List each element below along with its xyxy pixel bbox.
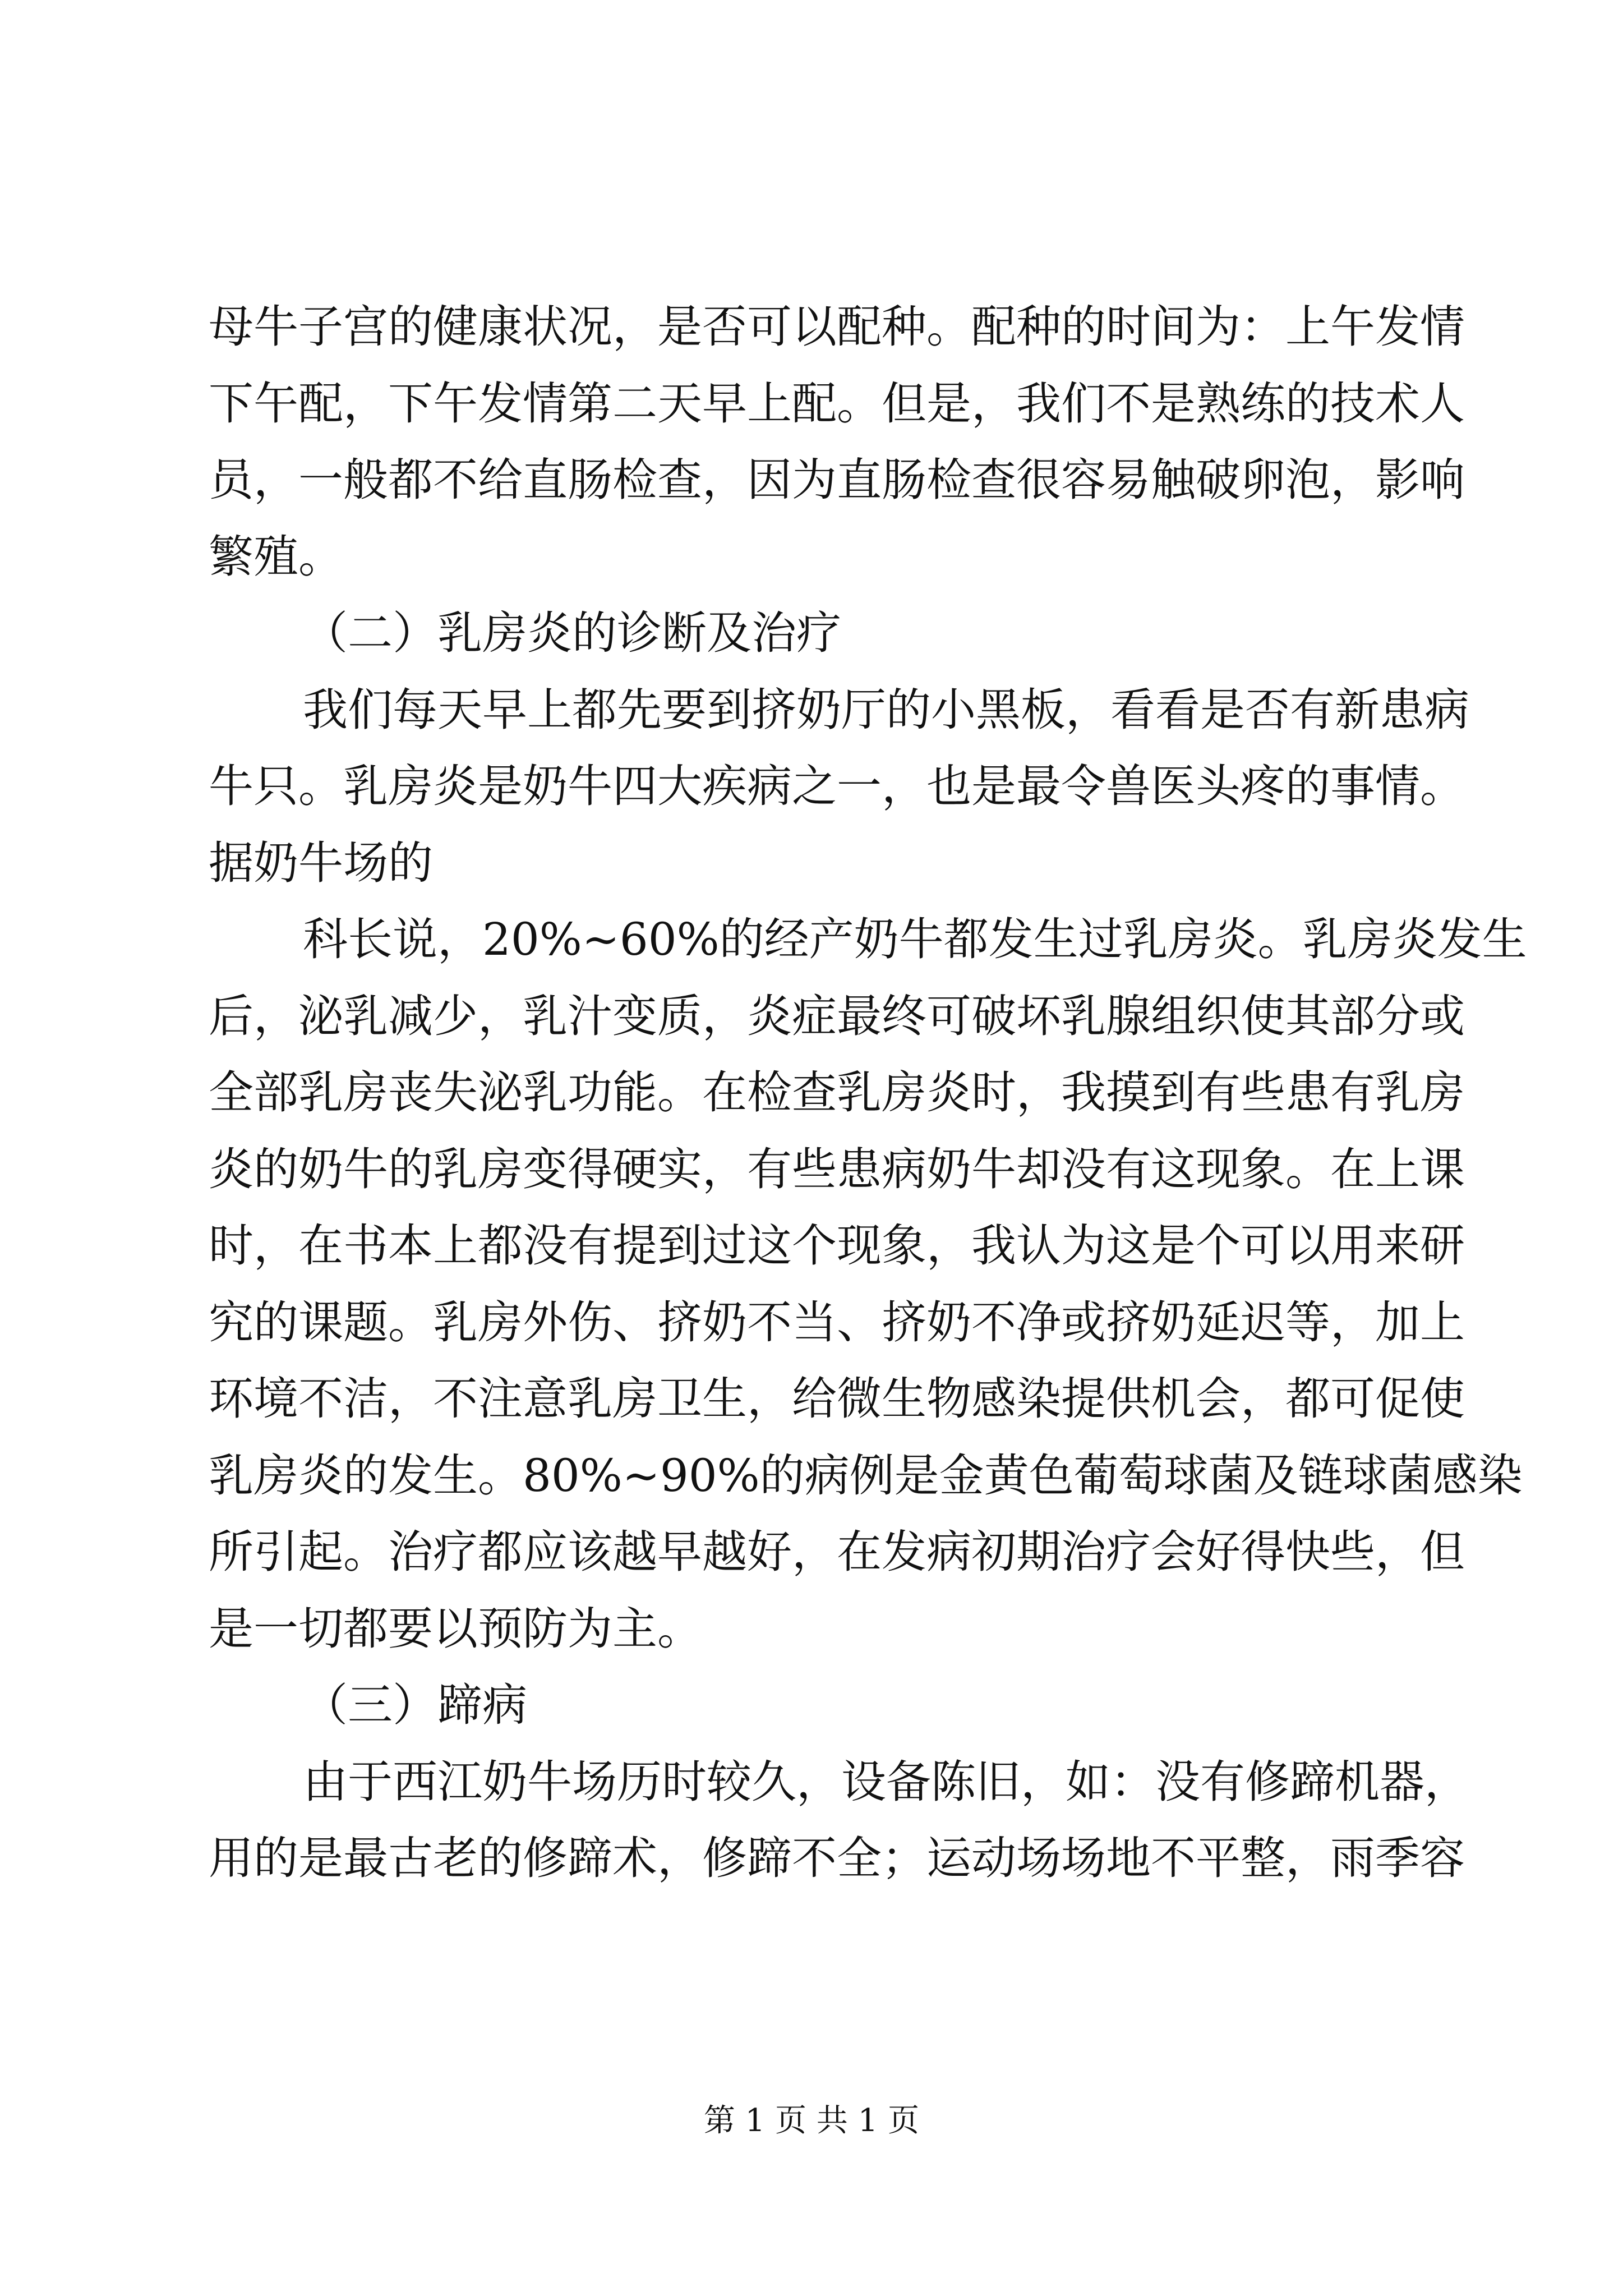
text-line: 全部乳房丧失泌乳功能。在检查乳房炎时，我摸到有些患有乳房 (209, 1066, 1465, 1119)
text-line: 所引起。治疗都应该越早越好，在发病初期治疗会好得快些，但 (209, 1526, 1465, 1578)
page-footer: 第 1 页 共 1 页 (703, 2102, 920, 2139)
text-line: 繁殖。 (209, 530, 343, 583)
text-line: 科长说，20%~60%的经产奶牛都发生过乳房炎。乳房炎发生 (303, 913, 1527, 965)
text-line: （三）蹄病 (303, 1679, 527, 1731)
text-line: 用的是最古老的修蹄术，修蹄不全；运动场场地不平整，雨季容 (209, 1832, 1465, 1884)
text-line: （二）乳房炎的诊断及治疗 (303, 607, 841, 659)
text-line: 时，在书本上都没有提到过这个现象，我认为这是个可以用来研 (209, 1220, 1465, 1272)
text-line: 牛只。乳房炎是奶牛四大疾病之一，也是最令兽医头疼的事情。 (209, 760, 1465, 812)
text-line: 下午配，下午发情第二天早上配。但是，我们不是熟练的技术人 (209, 377, 1465, 430)
text-line: 是一切都要以预防为主。 (209, 1602, 702, 1655)
text-line: 环境不洁，不注意乳房卫生，给微生物感染提供机会，都可促使 (209, 1373, 1465, 1425)
text-line: 员，一般都不给直肠检查，因为直肠检查很容易触破卵泡，影响 (209, 454, 1465, 506)
text-line: 由于西江奶牛场历时较久，设备陈旧，如：没有修蹄机器， (303, 1755, 1469, 1808)
text-line: 究的课题。乳房外伤、挤奶不当、挤奶不净或挤奶延迟等，加上 (209, 1296, 1465, 1349)
text-line: 母牛子宫的健康状况，是否可以配种。配种的时间为：上午发情 (209, 301, 1465, 353)
text-line: 炎的奶牛的乳房变得硬实，有些患病奶牛却没有这现象。在上课 (209, 1143, 1465, 1195)
text-line: 据奶牛场的 (209, 836, 433, 889)
body-text (209, 289, 1527, 1897)
text-line: 我们每天早上都先要到挤奶厅的小黑板，看看是否有新患病 (303, 683, 1469, 736)
text-line: 后，泌乳减少，乳汁变质，炎症最终可破坏乳腺组织使其部分或 (209, 990, 1465, 1042)
text-line: 乳房炎的发生。80%~90%的病例是金黄色葡萄球菌及链球菌感染 (209, 1449, 1523, 1502)
